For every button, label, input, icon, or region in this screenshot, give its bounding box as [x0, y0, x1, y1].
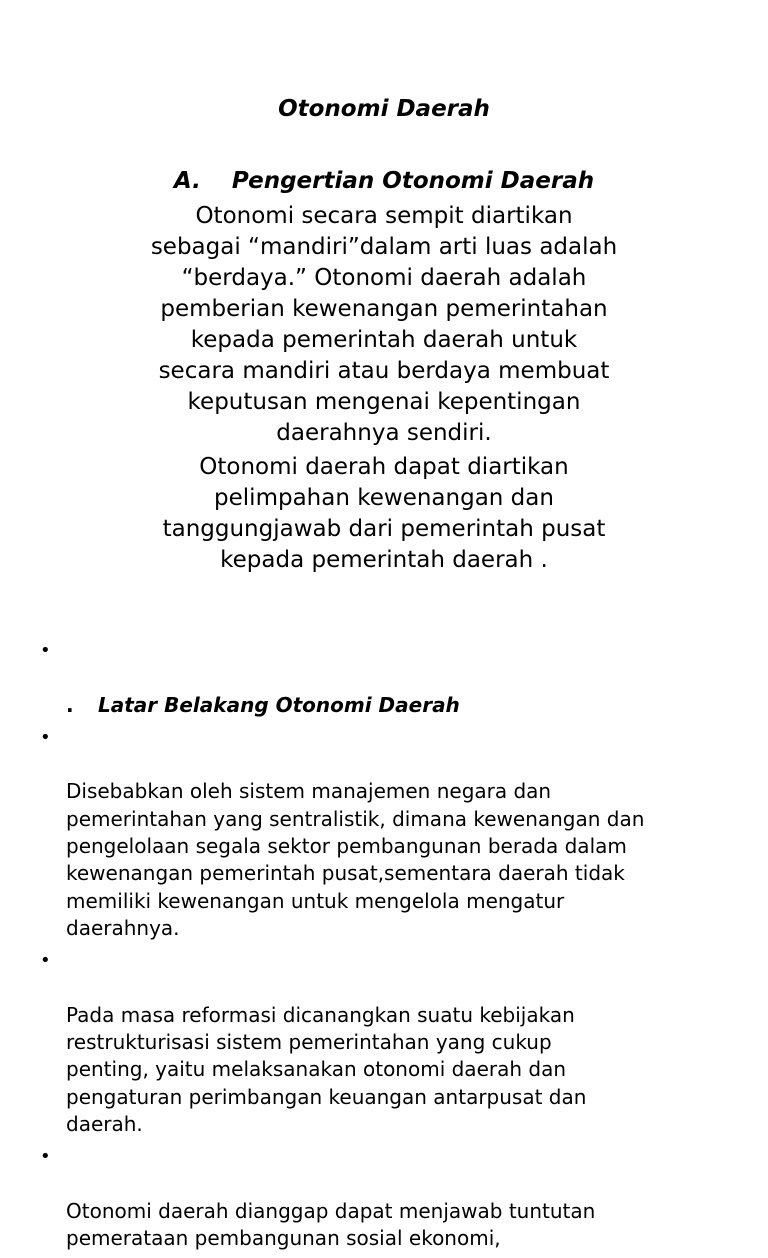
section-heading — [0, 164, 768, 198]
page-title: Otonomi Daerah — [278, 96, 490, 122]
background-heading — [66, 693, 460, 717]
definition-paragraph-1: Otonomi secara sempit diartikan sebagai “mandiri”dalam arti luas adalah “berdaya.” Otonomi daerah adalah pemberian kewenangan pemerintahan kepada pemerintah daerah untuk secara mandiri atau berdaya membuat keputusan mengenai kepentingan daerahnya sendiri. — [150, 203, 618, 446]
section-letter: A. — [173, 168, 201, 194]
background-bullet-list — [40, 637, 740, 1258]
list-item-text: Pada masa reformasi dicanangkan suatu kebijakan restrukturisasi sistem pemerintahan yang cukup penting, yaitu melaksanakan otonomi daerah dan pengaturan perimbangan keuangan antarpusat dan daerah. — [66, 1002, 587, 1137]
list-item — [40, 947, 740, 1138]
background-heading-lead: . — [66, 692, 74, 717]
list-item-text: Otonomi daerah dianggap dapat menjawab tuntutan pemerataan pembangunan sosial ekonomi, — [66, 1198, 596, 1251]
definition-paragraph-2: Otonomi daerah dapat diartikan pelimpahan kewenangan dan tanggungjawab dari pemerintah pusat kepada pemerintah daerah . — [162, 454, 606, 573]
list-item-text: Disebabkan oleh sistem manajemen negara dan pemerintahan yang sentralistik, dimana kewenangan dan pengelolaan segala sektor pembangunan berada dalam kewenangan pemerintah pusat,sementara daerah tidak memiliki kewenangan untuk mengelola mengatur daerahnya. — [66, 779, 645, 940]
bullet-icon: • — [40, 1146, 51, 1168]
bullet-icon: • — [40, 950, 51, 972]
list-item — [40, 1143, 740, 1252]
bullet-icon: • — [40, 640, 51, 661]
bullet-icon: • — [40, 726, 51, 748]
section-heading-text: Pengertian Otonomi Daerah — [231, 168, 595, 194]
bullet-heading-item — [40, 637, 740, 719]
background-heading-text: Latar Belakang Otonomi Daerah — [98, 692, 460, 717]
list-item — [40, 724, 740, 942]
